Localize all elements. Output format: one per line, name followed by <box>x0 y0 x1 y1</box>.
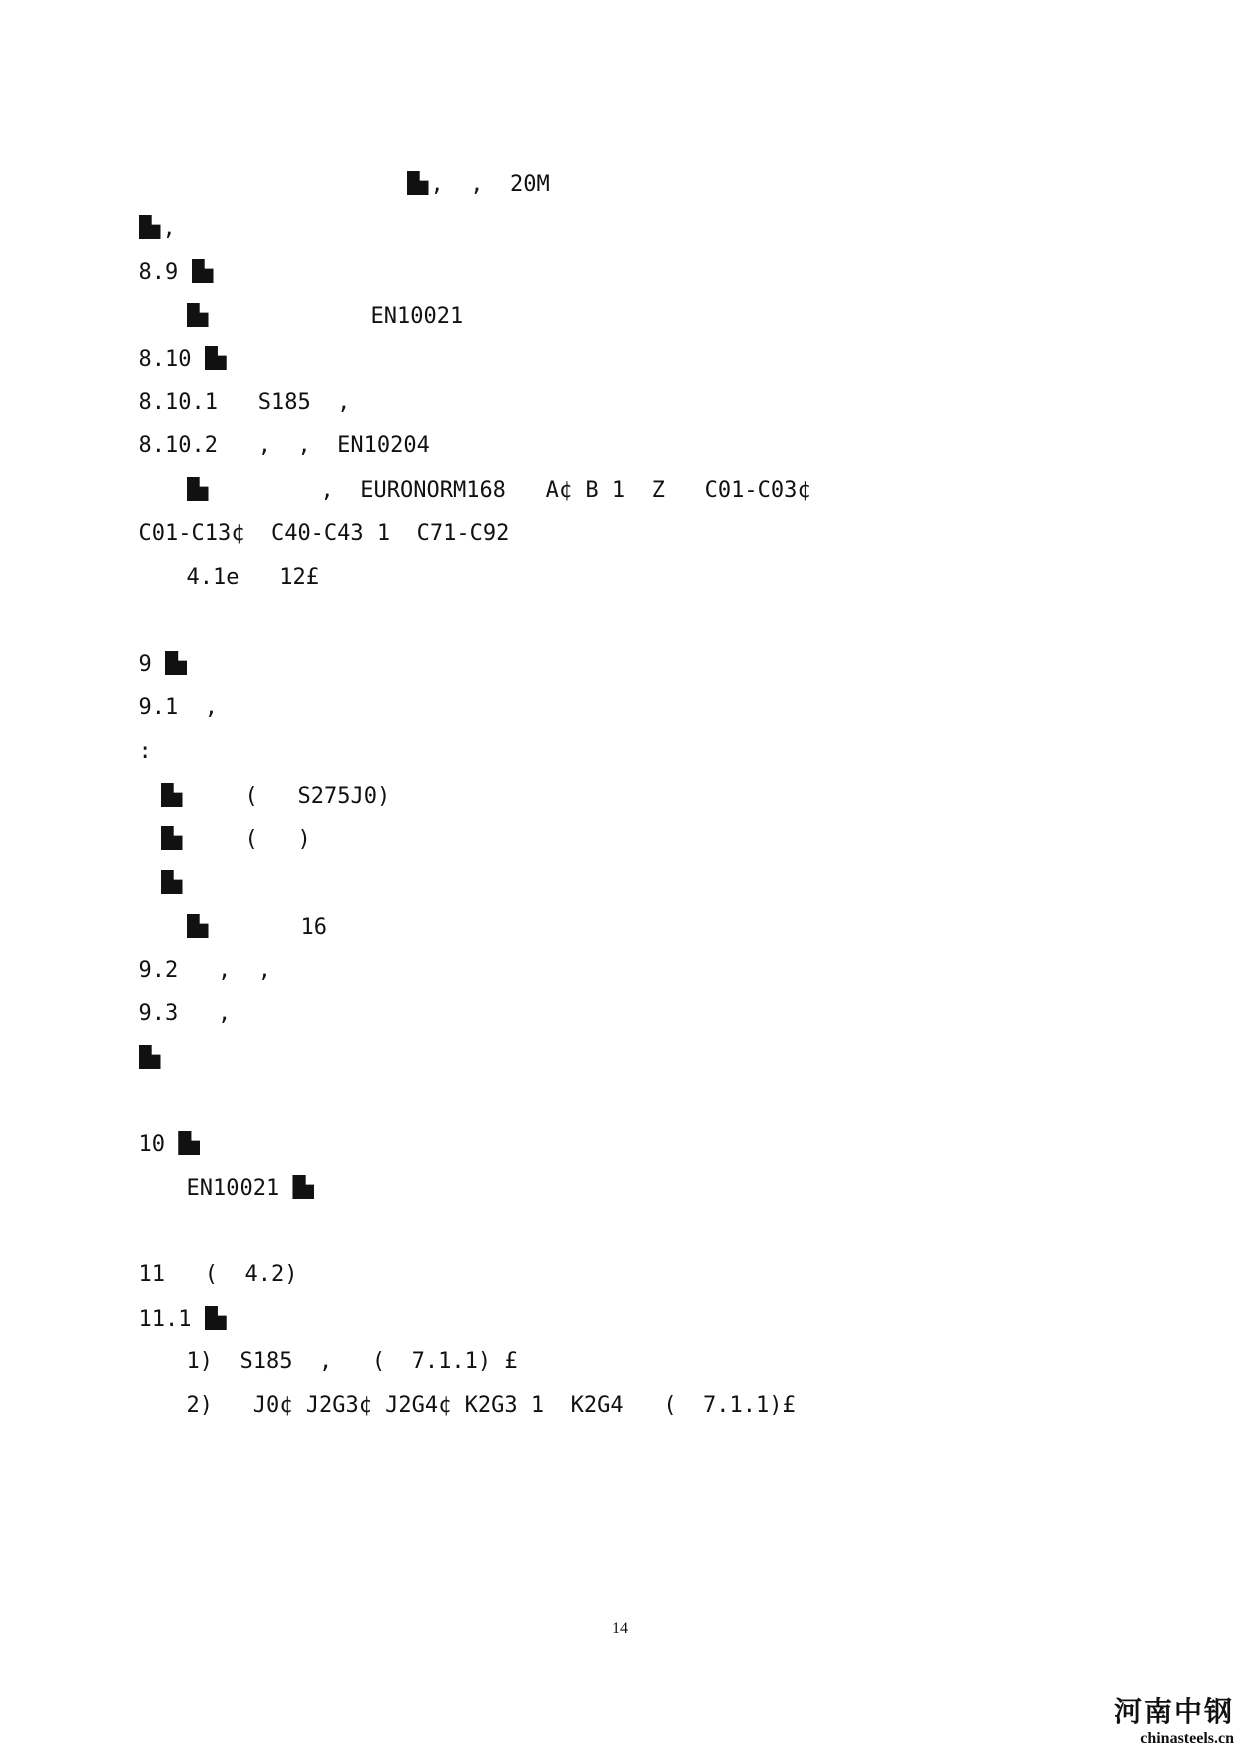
line-14: ( S275J0) <box>134 757 390 810</box>
line-22: EN10021 <box>160 1149 316 1202</box>
line-24: 11.1 <box>112 1280 229 1333</box>
glyph-block <box>292 1175 314 1199</box>
line-15: ( ) <box>134 800 311 853</box>
line-25: 1) S185 , ( 7.1.1) £ <box>186 1349 518 1374</box>
line-07: 8.10.2 , , EN10204 <box>138 433 430 458</box>
line-02: , <box>112 189 176 242</box>
line-17: 16 <box>160 888 327 941</box>
line-10: 4.1e 12£ <box>186 565 319 590</box>
line-23: 11 ( 4.2) <box>138 1262 298 1287</box>
page-number: 14 <box>612 1620 628 1637</box>
line-11: 9 <box>112 625 189 678</box>
glyph-block <box>139 1045 161 1069</box>
line-13: : <box>138 739 152 764</box>
line-12: 9.1 , <box>138 695 218 720</box>
watermark-url: chinasteels.cn <box>1140 1730 1234 1747</box>
line-08: , EURONORM168 A¢ B 1 Z C01-C03¢ <box>160 451 811 504</box>
line-20 <box>112 1019 163 1072</box>
line-21: 10 <box>112 1105 202 1158</box>
watermark <box>1114 1690 1234 1748</box>
line-01: , , 20M <box>380 145 550 198</box>
line-03: 8.9 <box>112 233 216 286</box>
line-05: 8.10 <box>112 320 229 373</box>
line-19: 9.3 , <box>138 1001 232 1026</box>
line-26: 2) J0¢ J2G3¢ J2G4¢ K2G3 1 K2G4 ( 7.1.1)£ <box>186 1393 796 1418</box>
watermark-title: 河南中钢 <box>1113 1697 1234 1728</box>
line-18: 9.2 , , <box>138 958 271 983</box>
line-09: C01-C13¢ C40-C43 1 C71-C92 <box>138 521 510 546</box>
line-06: 8.10.1 S185 , <box>138 390 351 415</box>
glyph-block <box>407 171 429 195</box>
line-04: EN10021 <box>160 277 463 330</box>
